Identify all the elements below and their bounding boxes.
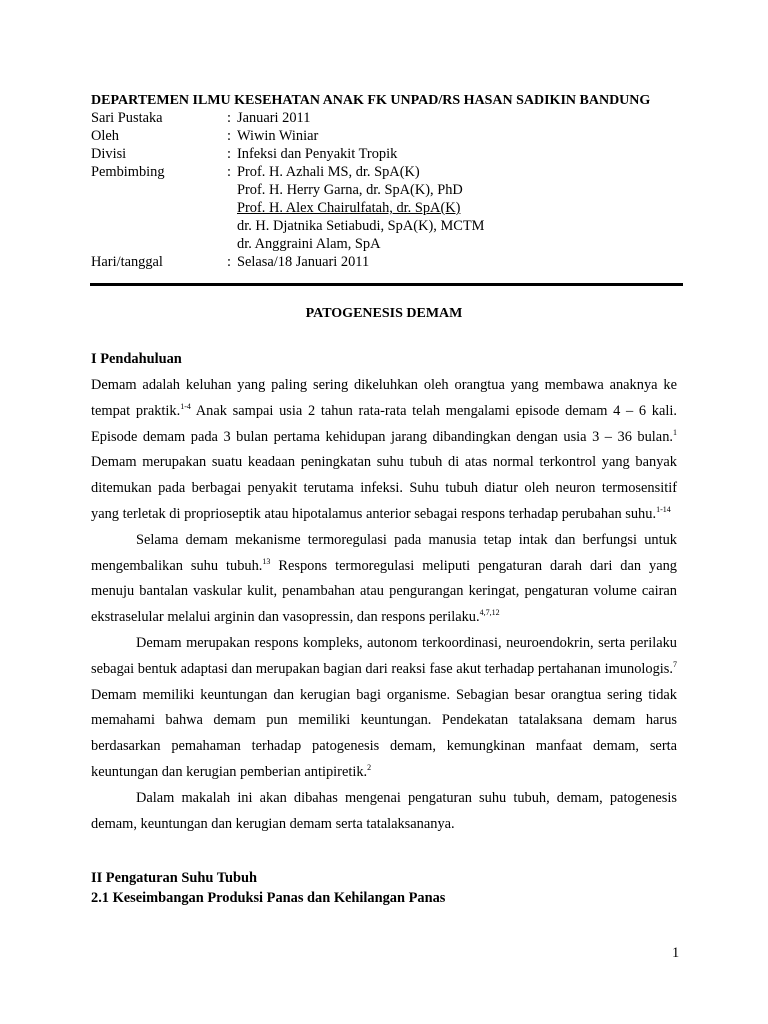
header-divider — [90, 283, 683, 286]
citation: 1 — [673, 427, 677, 437]
meta-label: Divisi — [91, 146, 127, 162]
meta-value: Prof. H. Azhali MS, dr. SpA(K) — [237, 164, 420, 180]
citation: 13 — [262, 556, 271, 566]
meta-value: dr. Anggraini Alam, SpA — [237, 236, 381, 252]
section-heading: I Pendahuluan — [91, 351, 182, 367]
meta-value: dr. H. Djatnika Setiabudi, SpA(K), MCTM — [237, 218, 485, 234]
meta-value: Prof. H. Herry Garna, dr. SpA(K), PhD — [237, 182, 463, 198]
paragraph-3: Demam merupakan respons kompleks, autonom terkoordinasi, neuroendokrin, serta perilaku sebagai bentuk adaptasi dan merupakan bagian dari reaksi fase akut terhadap pertahanan imunologis.$^7$ Demam memiliki keuntungan dan kerugian bagi organisme. Sebagian besar orangtua sering tidak memahami bahwa demam pun memiliki keuntungan. Pendekatan tatalaksana demam harus berdasarkan pemahaman terhadap patogenesis demam, kemungkinan manfaat demam, serta keuntungan dan kerugian pemberian antipiretik.$^2$ — [91, 634, 677, 780]
meta-value: Wiwin Winiar — [237, 128, 319, 144]
meta-row-pembimbing: Pembimbing : Prof. H. Azhali MS, dr. SpA(K) Prof. H. Herry Garna, dr. SpA(K), PhD Prof. H. Alex Chairulfatah, dr. SpA(K) dr. H. Djatnika Setiabudi, SpA(K), MCTM dr. Anggraini Alam, SpA — [91, 164, 485, 252]
metadata-block — [91, 109, 484, 271]
department-heading: DEPARTEMEN ILMU KESEHATAN ANAK FK UNPAD/RS HASAN SADIKIN BANDUNG — [91, 93, 651, 108]
section-2-headings — [91, 868, 445, 908]
meta-label: Hari/tanggal — [91, 254, 163, 270]
paragraph-4: Dalam makalah ini akan dibahas mengenai pengaturan suhu tubuh, demam, patogenesis demam, keuntungan dan kerugian demam serta tatalaksananya. — [91, 789, 677, 832]
meta-label: Oleh — [91, 128, 119, 144]
meta-row-hari-tanggal: Hari/tanggal : Selasa/18 Januari 2011 — [91, 254, 370, 270]
citation: 1-14 — [656, 505, 671, 515]
meta-row-oleh: Oleh : Wiwin Winiar — [91, 128, 319, 144]
document-title: PATOGENESIS DEMAM — [305, 306, 463, 321]
paragraph-1: Demam adalah keluhan yang paling sering dikeluhkan oleh orangtua yang membawa anaknya ke tempat praktik.$^{1-4}$ Anak sampai usia 2 tahun rata-rata telah mengalami episode demam 4 – 6 kali. Episode demam pada 3 bulan pertama kehidupan jarang dibandingkan dengan usia 3 – 36 bulan.$^1$ Demam merupakan suatu keadaan peningkatan suhu tubuh di atas normal terkontrol yang banyak ditemukan pada berbagai penyakit terutama infeksi. Suhu tubuh diatur oleh neuron termosensitif yang terletak di proprioseptik atau hipotalamus anterior sebagai respons terhadap perubahan suhu.$^{1-14}$ — [91, 377, 677, 522]
body-text — [91, 350, 677, 837]
paragraph-2: Selama demam mekanisme termoregulasi pada manusia tetap intak dan berfungsi untuk mengembalikan suhu tubuh.$^{13}$ Respons termoregulasi meliputi pengaturan darah dari dan yang menuju bantalan vaskular kulit, penambahan atau pengurangan keringat, pengaturan volume cairan ekstraselular melalui arginin dan vasopressin, dan respons perilaku.$^{4,7,12}$ — [91, 531, 677, 626]
citation: 4,7,12 — [479, 608, 500, 618]
meta-label: Pembimbing — [91, 164, 165, 180]
citation: 1-4 — [180, 402, 191, 411]
meta-row-sari-pustaka: Sari Pustaka : Januari 2011 — [91, 110, 311, 126]
meta-label: Sari Pustaka — [91, 110, 163, 126]
subsection-heading: 2.1 Keseimbangan Produksi Panas dan Kehilangan Panas — [91, 890, 446, 906]
meta-value: Januari 2011 — [237, 110, 311, 126]
page-number: 1 — [672, 945, 680, 961]
meta-value: Selasa/18 Januari 2011 — [237, 254, 370, 270]
meta-value: Infeksi dan Penyakit Tropik — [237, 146, 398, 162]
section-heading: II Pengaturan Suhu Tubuh — [91, 870, 257, 886]
meta-value: Prof. H. Alex Chairulfatah, dr. SpA(K) — [237, 200, 461, 216]
meta-row-divisi: Divisi : Infeksi dan Penyakit Tropik — [91, 146, 398, 162]
citation: 2 — [367, 763, 372, 773]
citation: 7 — [673, 659, 677, 669]
